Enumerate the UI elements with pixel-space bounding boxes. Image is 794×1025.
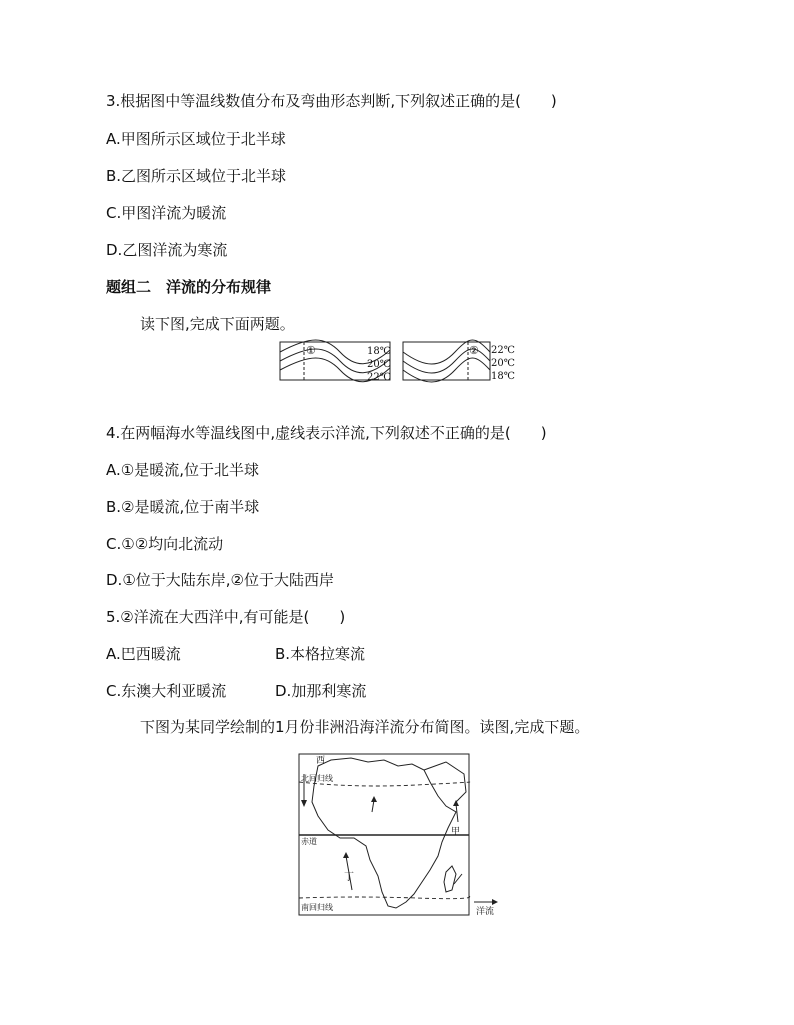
isotherm-line bbox=[403, 358, 490, 382]
isotherm-panel-right bbox=[403, 340, 515, 382]
label-west: 西 bbox=[316, 756, 326, 766]
isotherm-figure bbox=[270, 340, 530, 385]
label-equator: 赤道 bbox=[301, 837, 317, 846]
q5-option-c: C.东澳大利亚暖流 bbox=[106, 682, 227, 700]
current-arrow bbox=[456, 804, 458, 822]
intro-figure1: 读下图,完成下面两题。 bbox=[140, 315, 295, 333]
legend-arrowhead bbox=[492, 899, 498, 905]
legend-label: 洋流 bbox=[476, 907, 495, 917]
temp-label: 22℃ bbox=[491, 345, 515, 356]
temp-label: 18℃ bbox=[367, 346, 391, 357]
africa-currents-map bbox=[296, 752, 506, 922]
q3-option-b: B.乙图所示区域位于北半球 bbox=[106, 167, 287, 185]
q3-option-a: A.甲图所示区域位于北半球 bbox=[106, 130, 286, 148]
africa-outline bbox=[312, 758, 456, 908]
q4-option-c: C.①②均向北流动 bbox=[106, 535, 224, 553]
label-ding: 丁 bbox=[344, 872, 354, 883]
q3-option-c: C.甲图洋流为暖流 bbox=[106, 204, 227, 222]
temp-label: 20℃ bbox=[491, 358, 515, 369]
q4-option-d: D.①位于大陆东岸,②位于大陆西岸 bbox=[106, 571, 334, 589]
temp-label: 20℃ bbox=[367, 359, 391, 370]
arrowhead bbox=[453, 800, 459, 806]
q5-option-b: B.本格拉寒流 bbox=[275, 645, 366, 663]
temp-label: 22℃ bbox=[367, 372, 391, 383]
q5-option-a: A.巴西暖流 bbox=[106, 645, 181, 663]
label-jia: 甲 bbox=[451, 827, 461, 837]
arrowhead bbox=[301, 800, 307, 807]
section-heading: 题组二 洋流的分布规律 bbox=[106, 278, 272, 296]
isotherm-panel-left bbox=[280, 340, 391, 383]
q4-option-b: B.②是暖流,位于南半球 bbox=[106, 498, 260, 516]
arrowhead bbox=[343, 852, 349, 858]
q4-stem: 4.在两幅海水等温线图中,虚线表示洋流,下列叙述不正确的是( ) bbox=[106, 424, 547, 442]
label-tropic-north: 北回归线 bbox=[301, 774, 333, 783]
q3-option-d: D.乙图洋流为寒流 bbox=[106, 241, 228, 259]
temp-label: 18℃ bbox=[491, 371, 515, 382]
q5-stem: 5.②洋流在大西洋中,有可能是( ) bbox=[106, 608, 346, 626]
label-tropic-south: 南回归线 bbox=[301, 903, 333, 912]
marker-1: ① bbox=[306, 344, 316, 357]
q3-stem: 3.根据图中等温线数值分布及弯曲形态判断,下列叙述正确的是( ) bbox=[106, 92, 557, 110]
intro-figure2: 下图为某同学绘制的1月份非洲沿海洋流分布简图。读图,完成下题。 bbox=[140, 718, 590, 736]
arrowhead bbox=[371, 796, 377, 802]
marker-2: ② bbox=[469, 344, 479, 357]
q4-option-a: A.①是暖流,位于北半球 bbox=[106, 461, 259, 479]
madagascar-outline bbox=[444, 866, 456, 892]
q5-option-d: D.加那利寒流 bbox=[275, 682, 367, 700]
